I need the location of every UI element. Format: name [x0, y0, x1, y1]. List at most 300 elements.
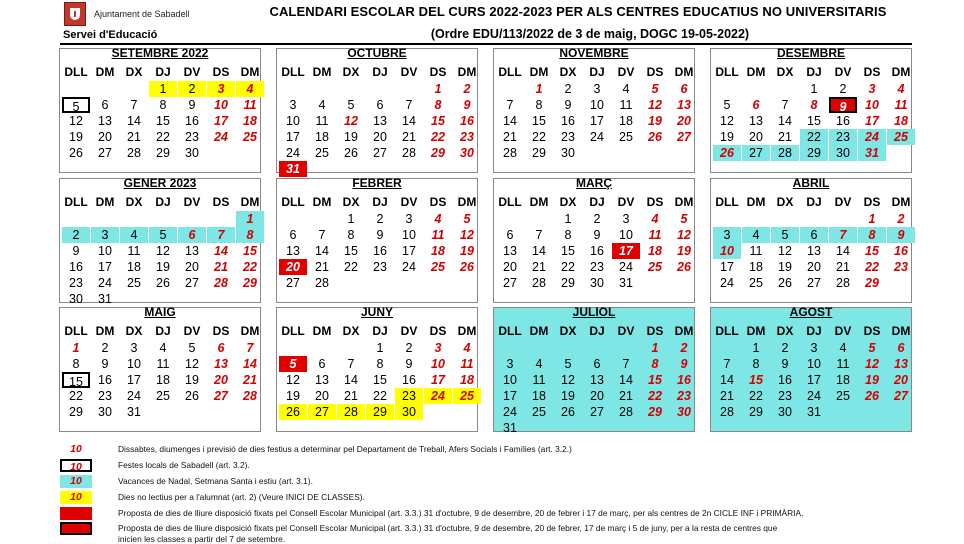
- month-name: FEBRER: [352, 176, 402, 190]
- calendar-day: 3: [593, 82, 601, 96]
- calendar-day: 17: [127, 373, 141, 387]
- calendar-day: 11: [894, 98, 908, 112]
- calendar-day: 11: [156, 357, 170, 371]
- calendar-day: 17: [612, 243, 640, 259]
- month-name: OCTUBRE: [347, 46, 407, 60]
- calendar-day: 16: [185, 114, 199, 128]
- day-name: DM: [891, 195, 911, 209]
- calendar-day: 27: [98, 146, 112, 160]
- calendar-day: 24: [807, 389, 821, 403]
- calendar-day: 10: [807, 357, 821, 371]
- calendar-day: 21: [836, 260, 850, 274]
- legend-text: Proposta de dies de lliure disposició fixats pel Consell Escolar Municipal (art. 3.3.) 31 d'octubre, 9 de desembre, 20 de febrer, 17 de març i 5 de juny, per a la resta de centres que: [118, 523, 778, 533]
- month-juliol: [493, 305, 695, 435]
- calendar-day: 30: [395, 404, 423, 420]
- calendar-day: 20: [894, 373, 908, 387]
- day-name: DM: [529, 324, 549, 338]
- day-name: DM: [457, 324, 477, 338]
- calendar-day: 6: [752, 98, 760, 112]
- calendar-day: 28: [337, 404, 365, 420]
- calendar-day: 28: [127, 146, 141, 160]
- calendar-day: 11: [648, 228, 662, 242]
- calendar-day: 3: [289, 98, 297, 112]
- calendar-day: 5: [651, 82, 659, 96]
- month-abril: [710, 178, 912, 303]
- calendar-day: 31: [503, 421, 517, 435]
- calendar-day: 20: [590, 389, 604, 403]
- calendar-day: 4: [120, 227, 148, 243]
- calendar-day: 29: [749, 405, 763, 419]
- day-name: DM: [95, 65, 115, 79]
- calendar-day: 14: [127, 114, 141, 128]
- calendar-day: 11: [315, 114, 329, 128]
- day-name: DLL: [498, 195, 522, 209]
- calendar-day: 29: [561, 276, 575, 290]
- calendar-day: 2: [178, 81, 206, 97]
- day-name: DS: [646, 65, 664, 79]
- calendar-day: 14: [720, 373, 734, 387]
- day-name: DX: [559, 65, 577, 79]
- legend-text-continued: inicien les classes a partir del 7 de setembre.: [118, 534, 286, 544]
- calendar-day: 9: [72, 244, 80, 258]
- day-name: DX: [776, 195, 794, 209]
- calendar-day: 4: [897, 82, 905, 96]
- calendar-day: 20: [373, 130, 387, 144]
- calendar-day: 14: [503, 114, 517, 128]
- calendar-day: 16: [836, 114, 850, 128]
- day-name: DS: [429, 65, 447, 79]
- day-name: DX: [125, 195, 143, 209]
- calendar-day: 20: [503, 260, 517, 274]
- day-name: DX: [342, 195, 360, 209]
- calendar-day: 25: [127, 276, 141, 290]
- calendar-day: 15: [373, 373, 387, 387]
- calendar-day: 18: [648, 244, 662, 258]
- calendar-day: 25: [836, 389, 850, 403]
- calendar-day: 3: [622, 212, 630, 226]
- calendar-day: 6: [593, 357, 601, 371]
- calendar-day: 28: [720, 405, 734, 419]
- calendar-day: 4: [651, 212, 659, 226]
- calendar-day: 23: [460, 130, 474, 144]
- calendar-day: 4: [434, 212, 442, 226]
- calendar-day: 6: [680, 82, 688, 96]
- day-name: DS: [429, 324, 447, 338]
- calendar-day: 26: [865, 389, 879, 403]
- calendar-day: 19: [286, 389, 300, 403]
- day-name: DJ: [155, 324, 171, 338]
- calendar-day: 23: [894, 260, 908, 274]
- calendar-day: 16: [373, 244, 387, 258]
- calendar-day: 4: [742, 227, 770, 243]
- day-name: DS: [863, 324, 881, 338]
- calendar-day: 26: [156, 276, 170, 290]
- month-setembre-2022: [59, 48, 261, 173]
- calendar-day: 11: [243, 98, 257, 112]
- calendar-day: 7: [506, 98, 514, 112]
- calendar-day: 9: [887, 227, 915, 243]
- calendar-day: 16: [561, 114, 575, 128]
- calendar-day: 17: [431, 373, 445, 387]
- calendar-day: 3: [713, 227, 741, 243]
- calendar-day: 23: [98, 389, 112, 403]
- calendar-day: 31: [98, 292, 112, 306]
- calendar-day: 6: [217, 341, 225, 355]
- calendar-day: 16: [69, 260, 83, 274]
- calendar-day: 2: [680, 341, 688, 355]
- calendar-day: 4: [159, 341, 167, 355]
- day-name: DLL: [715, 324, 739, 338]
- calendar-day: 25: [156, 389, 170, 403]
- calendar-day: 16: [590, 244, 604, 258]
- calendar-day: 2: [564, 82, 572, 96]
- calendar-day: 27: [185, 276, 199, 290]
- day-name: DM: [457, 65, 477, 79]
- legend-swatch: 10: [60, 507, 92, 520]
- calendar-day: 1: [72, 341, 80, 355]
- day-name: DM: [312, 195, 332, 209]
- day-name: DJ: [372, 65, 388, 79]
- calendar-day: 19: [720, 130, 734, 144]
- month-name: GENER 2023: [123, 176, 197, 190]
- calendar-day: 20: [98, 130, 112, 144]
- month-gener-2023: [59, 176, 261, 306]
- month-desembre: [710, 48, 912, 173]
- calendar-day: 22: [373, 389, 387, 403]
- sabadell-logo: [64, 2, 216, 26]
- calendar-day: 6: [800, 227, 828, 243]
- calendar-day: 7: [207, 227, 235, 243]
- calendar-day: 24: [503, 405, 517, 419]
- calendar-day: 21: [214, 260, 228, 274]
- day-name: DM: [891, 65, 911, 79]
- calendar-day: 11: [619, 98, 633, 112]
- calendar-day: 5: [62, 97, 90, 113]
- calendar-day: 3: [405, 212, 413, 226]
- calendar-day: 8: [72, 357, 80, 371]
- calendar-day: 5: [463, 212, 471, 226]
- day-name: DS: [212, 65, 230, 79]
- calendar-day: 8: [858, 227, 886, 243]
- day-name: DJ: [589, 195, 605, 209]
- day-name: DV: [834, 65, 852, 79]
- calendar-day: 7: [246, 341, 254, 355]
- calendar-day: 14: [214, 244, 228, 258]
- calendar-day: 9: [829, 97, 857, 113]
- calendar-day: 15: [807, 114, 821, 128]
- calendar-day: 27: [214, 389, 228, 403]
- calendar-day: 29: [865, 276, 879, 290]
- calendar-day: 14: [532, 244, 546, 258]
- calendar-day: 27: [286, 276, 300, 290]
- day-name: DJ: [589, 65, 605, 79]
- day-name: DLL: [281, 324, 305, 338]
- day-name: DV: [400, 324, 418, 338]
- month-octubre: [276, 46, 478, 176]
- day-name: DLL: [498, 324, 522, 338]
- calendar-day: 23: [185, 130, 199, 144]
- calendar-day: 19: [156, 260, 170, 274]
- calendar-day: 25: [887, 129, 915, 145]
- calendar-day: 1: [434, 82, 442, 96]
- calendar-day: 1: [564, 212, 572, 226]
- calendar-day: 16: [460, 114, 474, 128]
- calendar-day: 15: [561, 244, 575, 258]
- calendar-day: 22: [648, 389, 662, 403]
- calendar-day: 10: [713, 243, 741, 259]
- calendar-day: 17: [503, 389, 517, 403]
- calendar-day: 19: [344, 130, 358, 144]
- logo-text: Ajuntament de Sabadell: [94, 9, 190, 19]
- calendar-day: 15: [431, 114, 445, 128]
- calendar-day: 26: [677, 260, 691, 274]
- calendar-day: 3: [868, 82, 876, 96]
- calendar-day: 10: [431, 357, 445, 371]
- calendar-day: 23: [561, 130, 575, 144]
- day-name: DLL: [498, 65, 522, 79]
- calendar-day: 12: [460, 228, 474, 242]
- calendar-day: 6: [178, 227, 206, 243]
- calendar-day: 14: [315, 244, 329, 258]
- day-name: DJ: [806, 65, 822, 79]
- day-name: DM: [240, 195, 260, 209]
- calendar-day: 19: [648, 114, 662, 128]
- month-name: DESEMBRE: [776, 46, 845, 60]
- calendar-day: 22: [865, 260, 879, 274]
- month-name: NOVEMBRE: [559, 46, 629, 60]
- calendar-day: 10: [214, 98, 228, 112]
- day-name: DM: [95, 195, 115, 209]
- calendar-day: 26: [344, 146, 358, 160]
- calendar-day: 15: [243, 244, 257, 258]
- calendar-day: 30: [185, 146, 199, 160]
- day-name: DV: [617, 324, 635, 338]
- month-name: MARÇ: [576, 176, 612, 190]
- day-name: DV: [183, 65, 201, 79]
- calendar-day: 1: [535, 82, 543, 96]
- calendar-day: 13: [373, 114, 387, 128]
- calendar-day: 22: [344, 260, 358, 274]
- month-name: JULIOL: [572, 305, 616, 319]
- calendar-day: 24: [720, 276, 734, 290]
- calendar-day: 13: [807, 244, 821, 258]
- calendar-day: 8: [159, 98, 167, 112]
- calendar-day: 20: [807, 260, 821, 274]
- calendar-day: 2: [463, 82, 471, 96]
- calendar-day: 2: [62, 227, 90, 243]
- calendar-day: 29: [366, 404, 394, 420]
- calendar-day: 9: [188, 98, 196, 112]
- calendar-day: 24: [127, 389, 141, 403]
- calendar-day: 8: [376, 357, 384, 371]
- calendar-day: 23: [395, 388, 423, 404]
- month-name: MAIG: [144, 305, 176, 319]
- calendar-day: 6: [376, 98, 384, 112]
- month-mar-: [493, 178, 695, 303]
- calendar-day: 8: [752, 357, 760, 371]
- day-name: DLL: [715, 65, 739, 79]
- calendar-day: 30: [829, 145, 857, 161]
- calendar-day: 8: [651, 357, 659, 371]
- calendar-day: 18: [156, 373, 170, 387]
- month-name: ABRIL: [792, 176, 830, 190]
- calendar-day: 5: [188, 341, 196, 355]
- calendar-day: 18: [532, 389, 546, 403]
- day-name: DS: [863, 65, 881, 79]
- month-novembre: [493, 48, 695, 173]
- calendar-day: 22: [243, 260, 257, 274]
- calendar-day: 12: [865, 357, 879, 371]
- day-name: DM: [891, 324, 911, 338]
- calendar-day: 22: [69, 389, 83, 403]
- legend-text: Dies no lectius per a l'alumnat (art. 2) (Veure INICI DE CLASSES).: [118, 492, 365, 502]
- calendar-day: 3: [434, 341, 442, 355]
- calendar-day: 18: [749, 260, 763, 274]
- calendar-day: 2: [781, 341, 789, 355]
- calendar-day: 10: [286, 114, 300, 128]
- month-febrer: [276, 178, 478, 303]
- calendar-day: 7: [622, 357, 630, 371]
- calendar-day: 13: [894, 357, 908, 371]
- calendar-day: 17: [214, 114, 228, 128]
- day-name: DM: [529, 195, 549, 209]
- calendar-day: 23: [778, 389, 792, 403]
- calendar-day: 2: [839, 82, 847, 96]
- calendar-day: 15: [344, 244, 358, 258]
- day-name: DV: [400, 195, 418, 209]
- calendar-day: 17: [590, 114, 604, 128]
- calendar-day: 28: [836, 276, 850, 290]
- calendar-day: 9: [463, 98, 471, 112]
- calendar-day: 15: [749, 373, 763, 387]
- calendar-day: 8: [810, 98, 818, 112]
- calendar-day: 7: [347, 357, 355, 371]
- legend-swatch: 10: [60, 459, 92, 472]
- calendar-day: 24: [858, 129, 886, 145]
- calendar-day: 11: [431, 228, 445, 242]
- day-name: DV: [834, 324, 852, 338]
- calendar-day: 1: [810, 82, 818, 96]
- calendar-day: 7: [723, 357, 731, 371]
- day-name: DX: [559, 195, 577, 209]
- calendar-day: 19: [778, 260, 792, 274]
- calendar-day: 21: [243, 373, 257, 387]
- calendar-day: 21: [619, 389, 633, 403]
- calendar-day: 27: [590, 405, 604, 419]
- calendar-day: 14: [344, 373, 358, 387]
- calendar-day: 4: [236, 81, 264, 97]
- calendar-day: 31: [279, 161, 307, 177]
- day-name: DX: [776, 65, 794, 79]
- calendar-day: 22: [431, 130, 445, 144]
- calendar-day: 11: [836, 357, 850, 371]
- legend-item: [60, 506, 940, 520]
- day-name: DS: [212, 324, 230, 338]
- calendar-day: 1: [868, 212, 876, 226]
- calendar-day: 13: [185, 244, 199, 258]
- calendar-day: 18: [619, 114, 633, 128]
- day-name: DV: [183, 195, 201, 209]
- day-name: DM: [240, 324, 260, 338]
- service-name: Servei d'Educació: [63, 29, 158, 41]
- calendar-day: 28: [532, 276, 546, 290]
- legend-swatch: 10: [60, 491, 92, 504]
- calendar-day: 12: [156, 244, 170, 258]
- day-name: DM: [457, 195, 477, 209]
- calendar-day: 6: [506, 228, 514, 242]
- legend-swatch: 10: [60, 475, 92, 488]
- calendar-day: 12: [185, 357, 199, 371]
- calendar-day: 15: [156, 114, 170, 128]
- calendar-day: 27: [894, 389, 908, 403]
- calendar-day: 27: [677, 130, 691, 144]
- calendar-day: 21: [778, 130, 792, 144]
- calendar-day: 19: [185, 373, 199, 387]
- calendar-day: 9: [680, 357, 688, 371]
- day-name: DV: [617, 65, 635, 79]
- calendar-day: 5: [680, 212, 688, 226]
- calendar-day: 3: [810, 341, 818, 355]
- calendar-day: 10: [619, 228, 633, 242]
- legend-text: Dissabtes, diumenges i previsió de dies festius a determinar pel Departament de Treball, Afers Socials i Famílies (art. 3.2.): [118, 444, 572, 454]
- calendar-day: 6: [318, 357, 326, 371]
- calendar-day: 21: [315, 260, 329, 274]
- calendar-day: 12: [778, 244, 792, 258]
- day-name: DM: [674, 65, 694, 79]
- calendar-day: 16: [677, 373, 691, 387]
- calendar-day: 19: [561, 389, 575, 403]
- day-name: DX: [776, 324, 794, 338]
- calendar-day: 17: [807, 373, 821, 387]
- calendar-day: 17: [865, 114, 879, 128]
- day-name: DLL: [64, 65, 88, 79]
- day-name: DLL: [64, 324, 88, 338]
- calendar-day: 24: [590, 130, 604, 144]
- calendar-day: 7: [318, 228, 326, 242]
- calendar-day: 24: [214, 130, 228, 144]
- calendar-day: 20: [185, 260, 199, 274]
- calendar-day: 29: [800, 145, 828, 161]
- day-name: DX: [342, 324, 360, 338]
- month-agost: [710, 307, 912, 432]
- calendar-day: 30: [98, 405, 112, 419]
- calendar-day: 5: [868, 341, 876, 355]
- calendar-day: 25: [431, 260, 445, 274]
- legend-item: [60, 442, 940, 456]
- month-name: SETEMBRE 2022: [111, 46, 209, 60]
- day-name: DLL: [64, 195, 88, 209]
- calendar-day: 3: [506, 357, 514, 371]
- calendar-day: 22: [800, 129, 828, 145]
- calendar-day: 12: [286, 373, 300, 387]
- calendar-day: 25: [532, 405, 546, 419]
- day-name: DV: [834, 195, 852, 209]
- calendar-day: 18: [431, 244, 445, 258]
- calendar-day: 1: [149, 81, 177, 97]
- calendar-day: 20: [677, 114, 691, 128]
- calendar-day: 2: [405, 341, 413, 355]
- calendar-day: 5: [564, 357, 572, 371]
- calendar-day: 3: [91, 227, 119, 243]
- calendar-day: 17: [402, 244, 416, 258]
- calendar-day: 12: [344, 114, 358, 128]
- calendar-day: 6: [101, 98, 109, 112]
- calendar-day: 9: [564, 98, 572, 112]
- calendar-day: 20: [214, 373, 228, 387]
- calendar-day: 1: [376, 341, 384, 355]
- calendar-day: 12: [561, 373, 575, 387]
- calendar-day: 29: [648, 405, 662, 419]
